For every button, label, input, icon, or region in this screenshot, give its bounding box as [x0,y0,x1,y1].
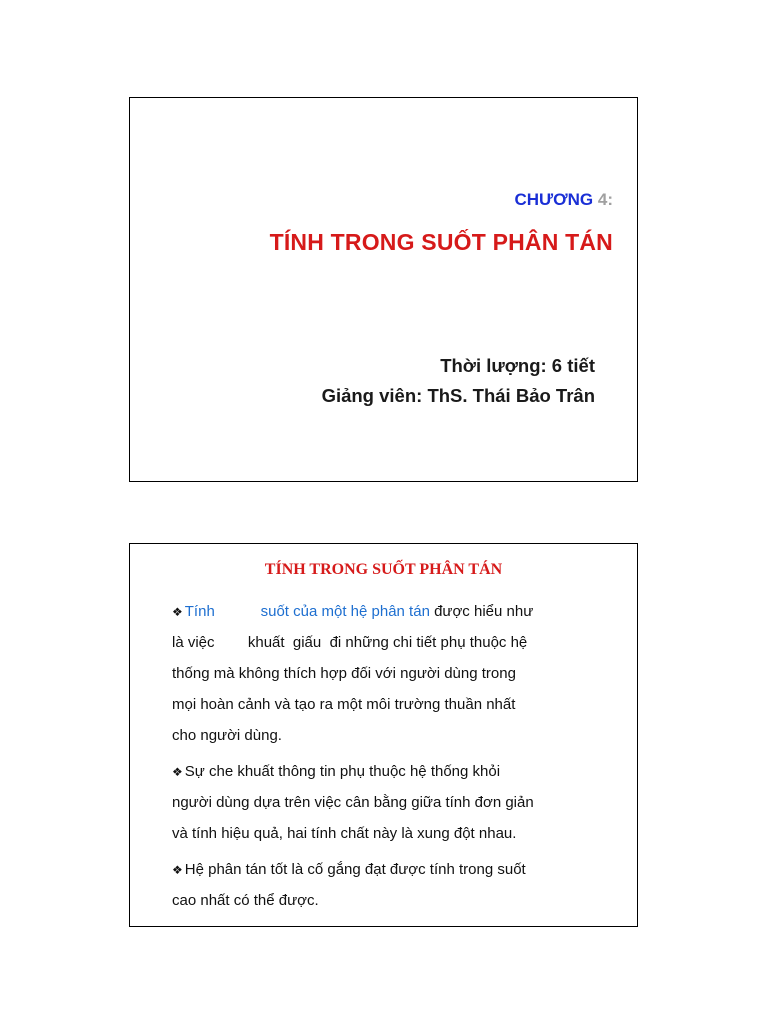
paragraph-text: Sự che khuất thông tin phụ thuộc hệ thống khỏi [184,763,501,780]
content-slide [129,543,638,927]
slide-title: TÍNH TRONG SUỐT PHÂN TÁN [269,229,613,255]
chapter-number: 4: [597,190,613,209]
paragraph-3-line-2: cao nhất có thể được. [172,892,319,909]
paragraph-text: được hiểu như [429,603,534,620]
lecturer-text: Giảng viên: ThS. Thái Bảo Trân [321,385,595,406]
chapter-label [514,190,613,210]
highlighted-text: Tính suốt của một hệ phân tán [184,603,430,620]
duration-text: Thời lượng: 6 tiết [440,355,595,376]
paragraph-3-line-1 [172,854,622,885]
paragraph-1-line-1 [172,596,622,627]
paragraph-text: Hệ phân tán tốt là cố gắng đạt được tính trong suốt [184,861,526,878]
paragraph-1-line-5: cho người dùng. [172,727,282,744]
content-body [172,596,622,916]
content-slide-title: TÍNH TRONG SUỐT PHÂN TÁN [264,561,503,578]
paragraph-1-line-2: là việc khuất giấu đi những chi tiết phụ thuộc hệ [172,634,528,651]
paragraph-2-line-3: và tính hiệu quả, hai tính chất này là xung đột nhau. [172,825,517,842]
paragraph-2-line-2: người dùng dựa trên việc cân bằng giữa tính đơn giản [172,794,534,811]
paragraph-2-line-1 [172,756,622,787]
title-slide [129,97,638,482]
diamond-bullet-icon: ❖ [172,863,183,877]
paragraph-1-line-4: mọi hoàn cảnh và tạo ra một môi trường thuần nhất [172,696,516,713]
chapter-word: CHƯƠNG [514,190,594,209]
diamond-bullet-icon: ❖ [172,765,183,779]
diamond-bullet-icon: ❖ [172,605,183,619]
paragraph-1-line-3: thống mà không thích hợp đối với người dùng trong [172,665,516,682]
